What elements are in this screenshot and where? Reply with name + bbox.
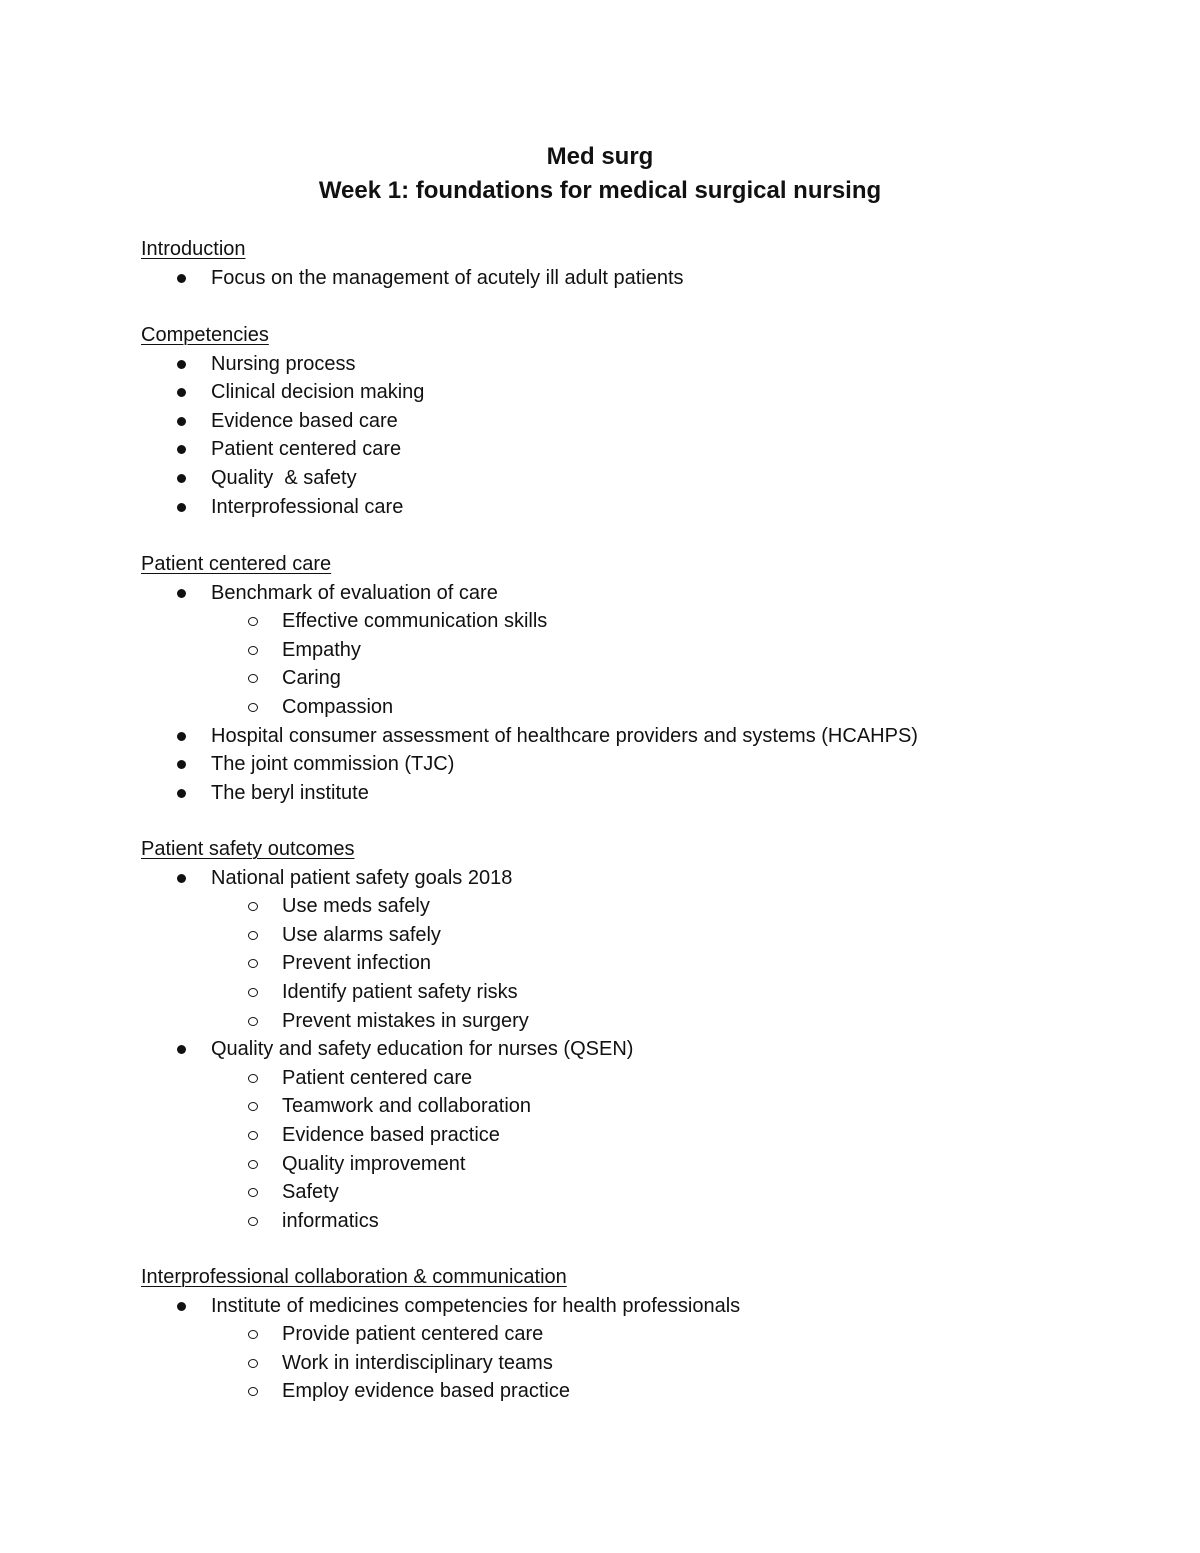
- bullet-circle-icon: [248, 1074, 258, 1083]
- bullet-circle-icon: [248, 1102, 258, 1111]
- sub-list-item: Safety: [141, 1178, 633, 1207]
- bullet-disc-icon: [177, 589, 186, 598]
- section-introduction: [141, 235, 684, 292]
- list-item: Institute of medicines competencies for health professionals: [141, 1292, 740, 1321]
- bullet-disc-icon: [177, 1302, 186, 1311]
- bullet-circle-icon: [248, 1017, 258, 1026]
- sub-list-item: Quality improvement: [141, 1150, 633, 1179]
- section-heading: Patient centered care: [141, 553, 332, 575]
- bullet-circle-icon: [248, 959, 258, 968]
- list-item: Interprofessional care: [141, 493, 424, 522]
- sub-list-item: Evidence based practice: [141, 1121, 633, 1150]
- bullet-circle-icon: [248, 931, 258, 940]
- document-title: [0, 140, 1200, 208]
- sub-list-item: Provide patient centered care: [141, 1320, 740, 1349]
- bullet-circle-icon: [248, 646, 258, 655]
- bullet-disc-icon: [177, 760, 186, 769]
- sub-list-item: Use meds safely: [141, 892, 633, 921]
- sub-list-item: Use alarms safely: [141, 921, 633, 950]
- bullet-circle-icon: [248, 1160, 258, 1169]
- bullet-circle-icon: [248, 703, 258, 712]
- section-heading: Competencies: [141, 324, 269, 346]
- bullet-circle-icon: [248, 902, 258, 911]
- bullet-disc-icon: [177, 445, 186, 454]
- bullet-circle-icon: [248, 1387, 258, 1396]
- list-item: Quality and safety education for nurses (QSEN): [141, 1035, 633, 1064]
- sub-list-item: Patient centered care: [141, 1064, 633, 1093]
- bullet-disc-icon: [177, 732, 186, 741]
- section-competencies: [141, 321, 424, 521]
- bullet-disc-icon: [177, 417, 186, 426]
- bullet-disc-icon: [177, 503, 186, 512]
- bullet-disc-icon: [177, 789, 186, 798]
- sub-list-item: Prevent infection: [141, 949, 633, 978]
- list-item: National patient safety goals 2018: [141, 864, 633, 893]
- section-patient-centered-care: [141, 550, 918, 807]
- sub-list-item: Teamwork and collaboration: [141, 1092, 633, 1121]
- bullet-circle-icon: [248, 988, 258, 997]
- section-heading: Interprofessional collaboration & communication: [141, 1266, 567, 1288]
- title-line-1: Med surg: [546, 143, 654, 170]
- bullet-circle-icon: [248, 1330, 258, 1339]
- list-item: Nursing process: [141, 350, 424, 379]
- list-item: Patient centered care: [141, 435, 424, 464]
- list-item: Focus on the management of acutely ill adult patients: [141, 264, 684, 293]
- list-item: The joint commission (TJC): [141, 750, 918, 779]
- bullet-circle-icon: [248, 1131, 258, 1140]
- list-item: Clinical decision making: [141, 378, 424, 407]
- list-item: The beryl institute: [141, 779, 918, 808]
- sub-list-item: Prevent mistakes in surgery: [141, 1007, 633, 1036]
- bullet-circle-icon: [248, 617, 258, 626]
- sub-list-item: Caring: [141, 664, 918, 693]
- sub-list-item: Employ evidence based practice: [141, 1377, 740, 1406]
- bullet-circle-icon: [248, 1359, 258, 1368]
- list-item: Quality & safety: [141, 464, 424, 493]
- bullet-disc-icon: [177, 274, 186, 283]
- list-item: Hospital consumer assessment of healthcare providers and systems (HCAHPS): [141, 722, 918, 751]
- section-interprofessional: [141, 1263, 740, 1406]
- sub-list-item: Empathy: [141, 636, 918, 665]
- list-item: Benchmark of evaluation of care: [141, 579, 918, 608]
- bullet-circle-icon: [248, 1217, 258, 1226]
- sub-list-item: Identify patient safety risks: [141, 978, 633, 1007]
- bullet-circle-icon: [248, 674, 258, 683]
- bullet-disc-icon: [177, 874, 186, 883]
- bullet-disc-icon: [177, 474, 186, 483]
- section-heading: Patient safety outcomes: [141, 838, 355, 860]
- sub-list-item: informatics: [141, 1207, 633, 1236]
- section-heading: Introduction: [141, 238, 246, 260]
- sub-list-item: Effective communication skills: [141, 607, 918, 636]
- title-line-2: Week 1: foundations for medical surgical nursing: [318, 177, 882, 204]
- bullet-disc-icon: [177, 1045, 186, 1054]
- bullet-circle-icon: [248, 1188, 258, 1197]
- section-patient-safety-outcomes: [141, 835, 633, 1235]
- bullet-disc-icon: [177, 388, 186, 397]
- sub-list-item: Work in interdisciplinary teams: [141, 1349, 740, 1378]
- list-item: Evidence based care: [141, 407, 424, 436]
- sub-list-item: Compassion: [141, 693, 918, 722]
- bullet-disc-icon: [177, 360, 186, 369]
